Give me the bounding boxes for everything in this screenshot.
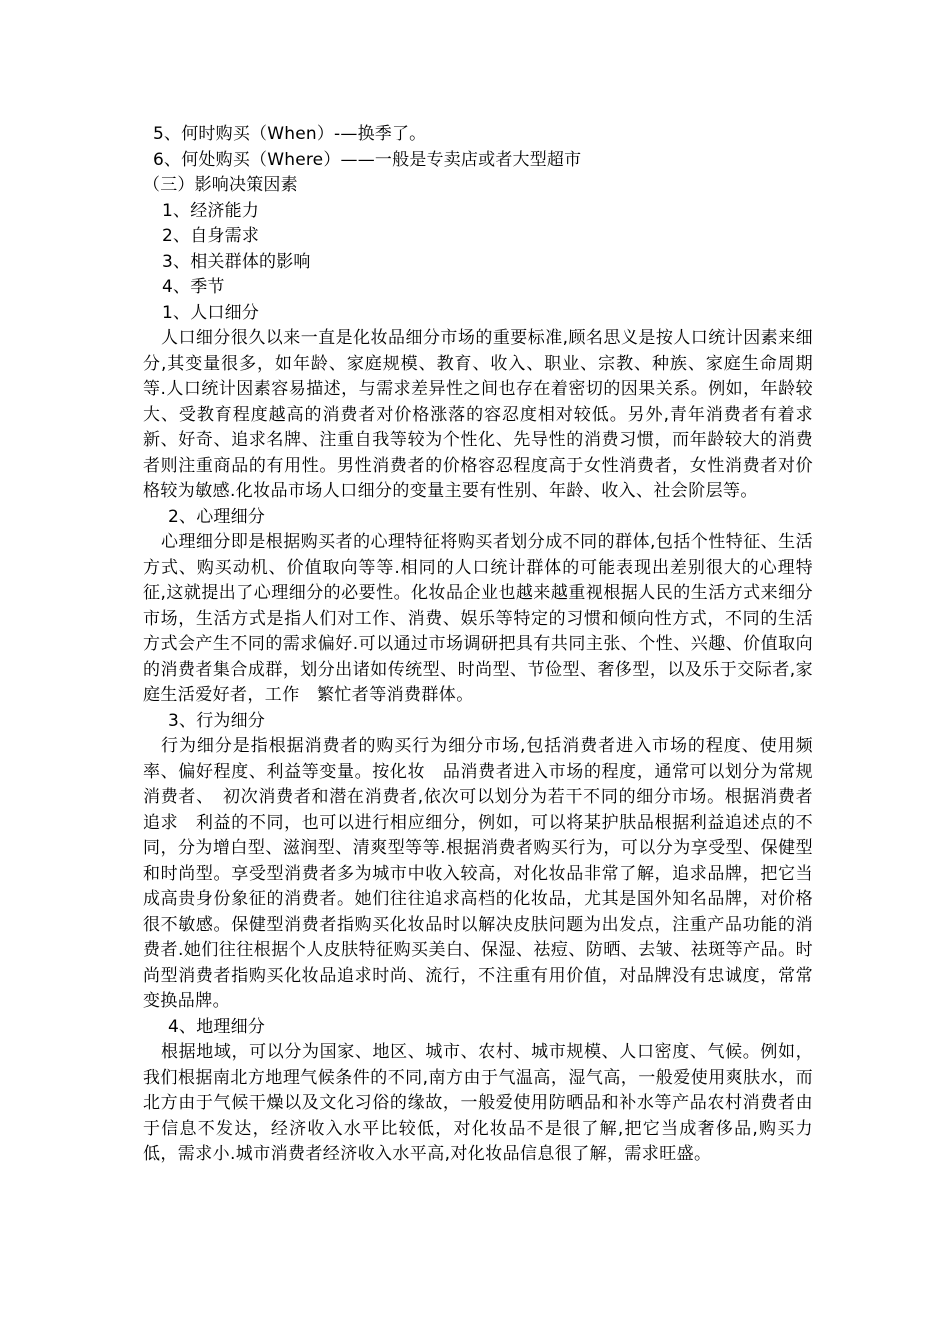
section-heading-decision-factors: （三）影响决策因素 <box>143 175 298 195</box>
line-when-to-buy: 5、何时购买（When）-—换季了。 <box>153 124 427 144</box>
document-body <box>143 122 813 1168</box>
factor-item-season: 4、季节 <box>162 277 225 297</box>
paragraph-geographic-segmentation: 根据地域，可以分为国家、地区、城市、农村、城市规模、人口密度、气候。例如，我们根据南北方地理气候条件的不同,南方由于气温高，湿气高，一般爱使用爽肤水，而北方由于气候干燥以及文化习俗的缘故，一般爱使用防晒品和补水等产品农村消费者由于信息不发达，经济收入水平比较低，对化妆品不是很了解,把它当成奢侈品,购买力低，需求小.城市消费者经济收入水平高,对化妆品信息很了解，需求旺盛。 <box>143 1042 813 1164</box>
paragraph-demographic-segmentation: 人口细分很久以来一直是化妆品细分市场的重要标准,顾名思义是按人口统计因素来细分,其变量很多，如年龄、家庭规模、教育、收入、职业、宗教、种族、家庭生命周期等.人口统计因素容易描述，与需求差异性之间也存在着密切的因果关系。例如，年龄较大、受教育程度越高的消费者对价格涨落的容忍度相对较低。另外,青年消费者有着求新、好奇、追求名牌、注重自我等较为个性化、先导性的消费习惯，而年龄较大的消费者则注重商品的有用性。男性消费者的价格容忍程度高于女性消费者，女性消费者对价格较为敏感.化妆品市场人口细分的变量主要有性别、年龄、收入、社会阶层等。 <box>143 328 813 501</box>
heading-psychographic-segmentation: 2、心理细分 <box>168 506 266 527</box>
factor-item-groups: 3、相关群体的影响 <box>162 251 311 272</box>
factor-item-economic: 1、经济能力 <box>162 200 260 221</box>
line-where-to-buy: 6、何处购买（Where）——一般是专卖店或者大型超市 <box>153 149 582 170</box>
paragraph-behavioral-segmentation: 行为细分是指根据消费者的购买行为细分市场,包括消费者进入市场的程度、使用频率、偏好程度、利益等变量。按化妆 品消费者进入市场的程度，通常可以划分为常规消费者、 初次消费者和潜在消费者,依次可以划分为若干不同的细分市场。根据消费者追求 利益的不同，也可以进行相应细分，例如，可以将某护肤品根据利益追述点的不同，分为增白型、滋润型、清爽型等等.根据消费者购买行为，可以分为享受型、保健型和时尚型。享受型消费者多为城市中收入较高，对化妆品非常了解，追求品牌，把它当成高贵身份象征的消费者。她们往往追求高档的化妆品，尤其是国外知名品牌，对价格很不敏感。保健型消费者指购买化妆品时以解决皮肤问题为出发点，注重产品功能的消费者.她们往往根据个人皮肤特征购买美白、保湿、祛痘、防晒、去皱、祛斑等产品。时尚型消费者指购买化妆品追求时尚、流行，不注重有用价值，对品牌没有忠诚度，常常变换品牌。 <box>143 736 813 1011</box>
paragraph-psychographic-segmentation: 心理细分即是根据购买者的心理特征将购买者划分成不同的群体,包括个性特征、生活方式、购买动机、价值取向等等.相同的人口统计群体的可能表现出差别很大的心理特征,这就提出了心理细分的必要性。化妆品企业也越来越重视根据人民的生活方式来细分市场，生活方式是指人们对工作、消费、娱乐等特定的习惯和倾向性方式，不同的生活方式会产生不同的需求偏好.可以通过市场调研把具有共同主张、个性、兴趣、价值取向的消费者集合成群，划分出诸如传统型、时尚型、节俭型、奢侈型，以及乐于交际者,家庭生活爱好者，工作 繁忙者等消费群体。 <box>143 532 813 705</box>
factor-item-needs: 2、自身需求 <box>162 226 260 246</box>
heading-demographic-segmentation: 1、人口细分 <box>162 302 260 323</box>
heading-geographic-segmentation: 4、地理细分 <box>168 1016 266 1037</box>
heading-behavioral-segmentation: 3、行为细分 <box>168 710 266 731</box>
